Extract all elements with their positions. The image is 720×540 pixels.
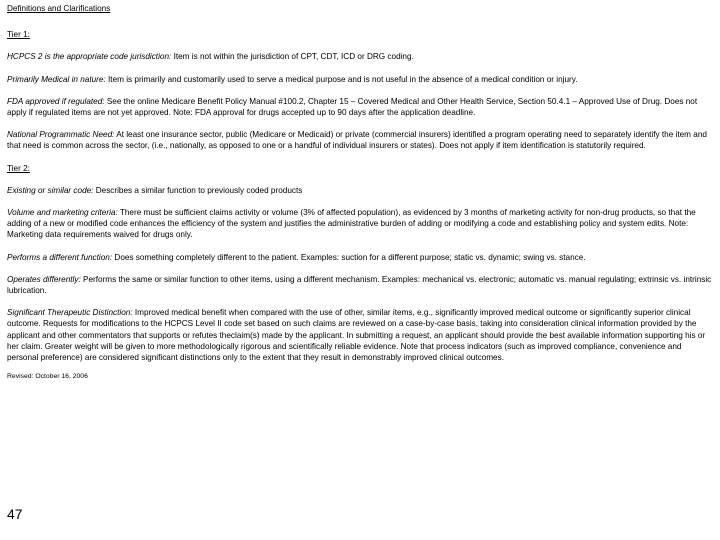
definition-text: Describes a similar function to previously coded products [93,185,303,195]
definition-text: See the online Medicare Benefit Policy Manual #100.2, Chapter 15 – Covered Medical and Other Health Service, Section 50.4.1 – Approved Use of Drug. Does not apply if regulated items are not yet approved. Note: FDA approval for drugs accepted up to 90 days after the application deadline. [7,96,698,118]
definition-term: Volume and marketing criteria: [7,208,118,218]
definition-item [7,129,713,151]
definition-item [7,274,713,296]
definition-item [7,207,713,241]
definition-term: Existing or similar code: [7,185,94,195]
tier1-heading: Tier 1: [7,30,30,40]
definition-text: Does something completely different to the patient. Examples: suction for a different purpose; static vs. dynamic; swing vs. stance. [112,252,586,262]
definition-item [7,51,713,62]
definition-item [7,307,713,363]
definition-term: FDA approved if regulated: [7,96,105,106]
tier2-heading: Tier 2: [7,163,30,173]
definition-text: At least one insurance sector, public (Medicare or Medicaid) or private (commercial insurers) identified a program operating need to separately identify the item and that need is common across the sector, (i.e., nationally, as opposed to one or a handful of individual insurers or states). Does not apply if item identification is statutorily required. [7,130,707,151]
definition-item [7,252,713,263]
definition-term: HCPCS 2 is the appropriate code jurisdiction: [7,52,172,62]
page-number: 47 [7,506,23,522]
definition-item [7,185,713,196]
document-title: Definitions and Clarifications [7,4,111,13]
definition-text: Performs the same or similar function to other items, using a different mechanism. Examples: mechanical vs. electronic; automatic vs. manual regulating; extrinsic vs. intrinsic lubrication. [7,274,712,296]
definition-text: Item is not within the jurisdiction of CPT, CDT, ICD or DRG coding. [171,52,414,62]
definitions-slide [7,3,713,381]
definition-item [7,74,713,85]
definition-text: Improved medical benefit when compared with the use of other, similar items, e.g., significantly improved medical outcome or significantly superior clinical outcome. Requests for modifications to the HCPCS Level II code set based on such claims are reviewed on a case-by-case basis, taking into consideration clinical information provided by the applicant and other commentators that supports or refutes theclaim(s) made by the applicant. In submitting a request, an applicant should provide the best available information supporting his or her claim. Greater weight will be given to more methodologically rigorous and scientifically reliable evidence. Note that process indicators (such as improved compliance, convenience and personal preference) are considered significant distinctions only to the extent that they result in demonstrably improved clinical outcomes. [7,308,706,363]
definition-text: There must be sufficient claims activity or volume (3% of affected population), as evidenced by 3 months of marketing activity for non-drug products, so that the adding of a new or modified code enhances the efficiency of the system and justifies the administrative burden of adding or modifying a code and establishing policy and system edits. Note: Marketing data requirements waived for drugs only. [7,208,696,240]
definition-term: Primarily Medical in nature: [7,74,106,84]
definition-item [7,96,713,118]
definition-text: Item is primarily and customarily used to serve a medical purpose and is not useful in the absence of a medical condition or injury. [105,74,578,84]
definition-term: National Programmatic Need: [7,130,115,140]
definition-term: Operates differently: [7,274,81,284]
revised-date: Revised: October 16, 2006 [7,373,88,381]
definition-term: Significant Therapeutic Distinction: [7,308,133,318]
definition-term: Performs a different function: [7,252,113,262]
